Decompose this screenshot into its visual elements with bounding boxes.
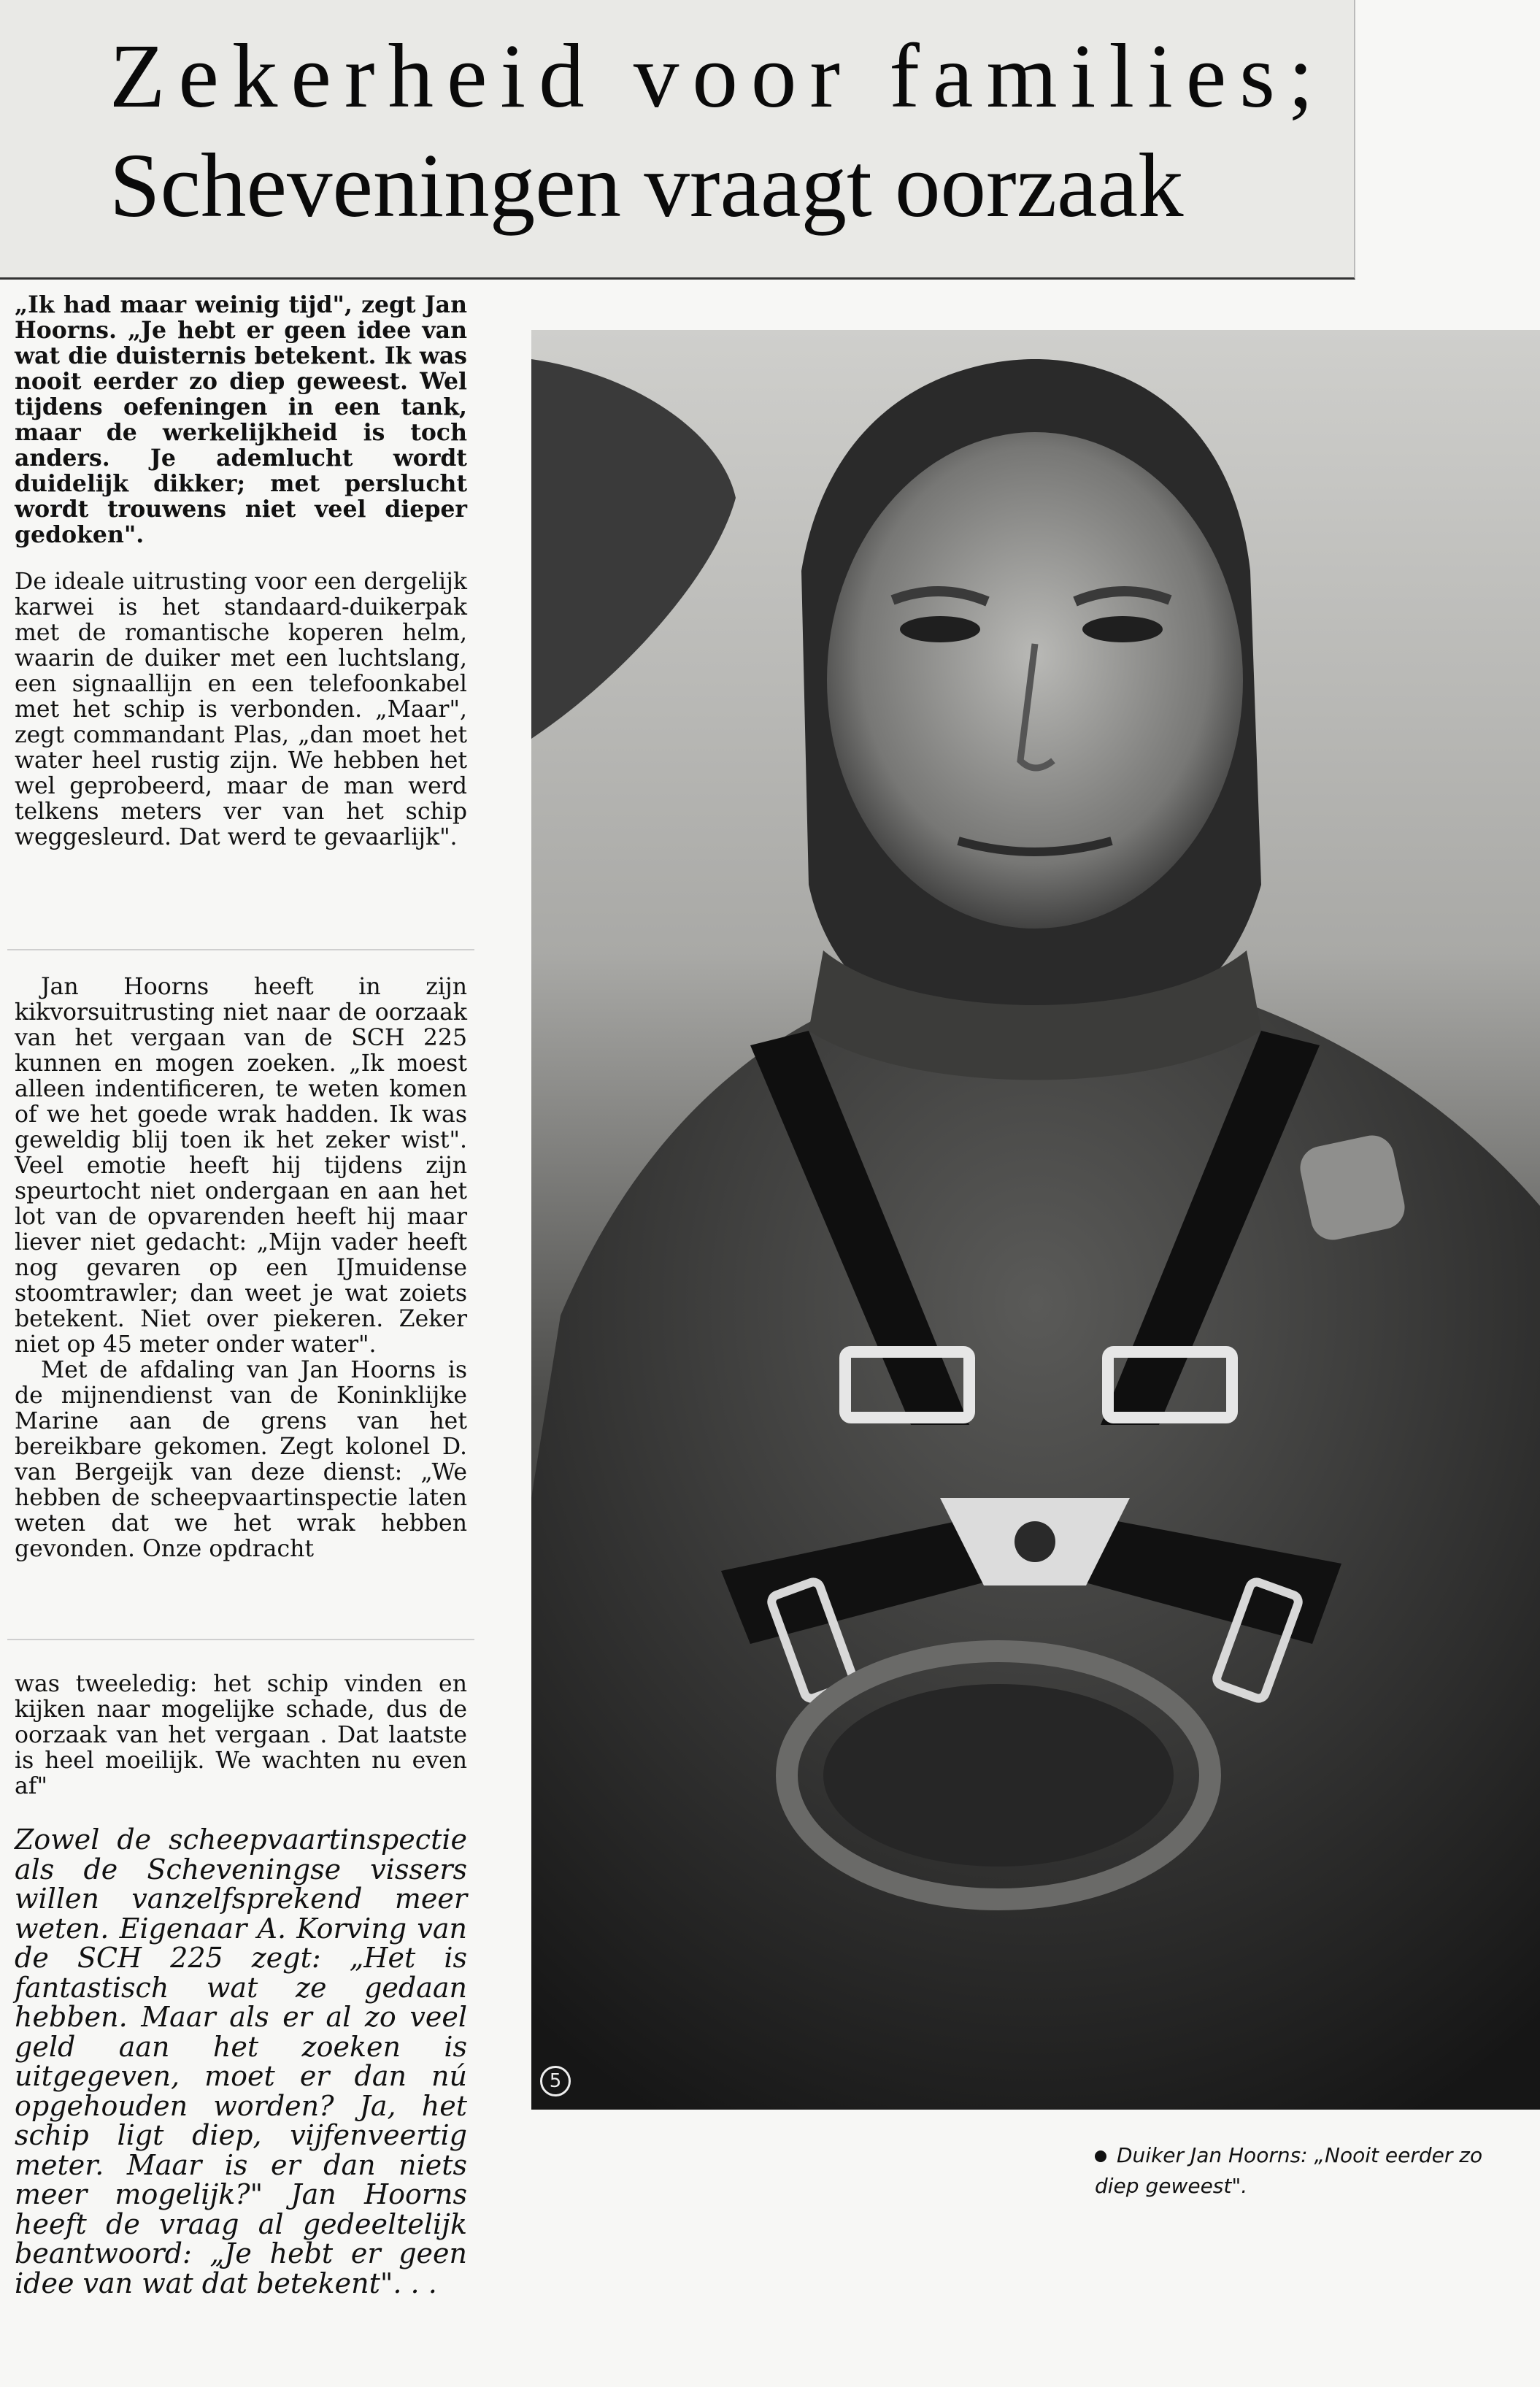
paragraph-4: Met de afdaling van Jan Hoorns is de mijnendienst van de Koninklijke Marine aan de grens van het bereikbare gekomen. Zegt kolonel D. van Bergeijk van deze dienst: „We hebben de scheepvaartinspectie laten weten dat we het wrak hebben gevonden. Onze opdracht (15, 1357, 467, 1562)
paragraph-5: was tweeledig: het schip vinden en kijken naar mogelijke schade, dus de oorzaak van het vergaan . Dat laatste is heel moeilijk. We wachten nu even af" (15, 1671, 467, 1799)
article-block-5 (15, 1672, 467, 1799)
paragraph-3: Jan Hoorns heeft in zijn kikvorsuitrusting niet naar de oorzaak van het vergaan van de SCH 225 kunnen en mogen zoeken. „Ik moest alleen indentificeren, te weten komen of we het goede wrak hadden. Ik was geweldig blij toen ik het zeker wist". Veel emotie heeft hij tijdens zijn speurtocht niet ondergaan en aan het lot van de opvarenden heeft hij maar liever niet gedacht: „Mijn vader heeft nog gevaren op een IJmuidense stoomtrawler; dan weet je wat zoiets betekent. Niet over piekeren. Zeker niet op 45 meter onder water". (15, 974, 467, 1358)
paragraph-6: Zowel de scheepvaartinspectie als de Scheveningse vissers willen vanzelfsprekend meer weten. Eigenaar A. Korving van de SCH 225 zegt: „Het is fantastisch wat ze gedaan hebben. Maar als er al zo veel geld aan het zoeken is uitgegeven, moet er dan nú opgehouden worden? Ja, het schip ligt diep, vijfenveertig meter. Maar is er dan niets meer mogelijk?" Jan Hoorns heeft de vraag al gedeeltelijk beantwoord: „Je hebt er geen idee van wat dat betekent". . . (15, 1823, 467, 2299)
column-divider (7, 1639, 474, 1640)
photo-number-badge (540, 2066, 571, 2096)
headline (109, 22, 1350, 241)
headline-banner (0, 0, 1355, 280)
article-block-6 (15, 1825, 467, 2298)
photo-caption (1095, 2140, 1533, 2202)
column-divider (7, 949, 474, 950)
paragraph-2: De ideale uitrusting voor een dergelijk karwei is het standaard-duikerpak met de romantische koperen helm, waarin de duiker met een luchtslang, een signaallijn en een telefoonkabel met het schip is verbonden. „Maar", zegt commandant Plas, „dan moet het water heel rustig zijn. We hebben het wel geprobeerd, maar de man werd telkens meters ver van het schip weggesleurd. Dat werd te gevaarlijk". (15, 569, 467, 850)
article-block-2 (15, 569, 467, 850)
headline-line-1: Zekerheid voor families; (109, 26, 1327, 127)
headline-line-2: Scheveningen vraagt oorzaak (109, 136, 1184, 237)
bullet-icon (1095, 2150, 1106, 2162)
article-intro (15, 292, 467, 547)
photo-caption-text: Duiker Jan Hoorns: „Nooit eerder zo diep geweest". (1095, 2143, 1483, 2198)
photo-number: 5 (549, 2070, 562, 2092)
diver-photo (531, 330, 1540, 2110)
diver-illustration (531, 330, 1540, 2110)
article-block-3 (15, 975, 467, 1562)
intro-paragraph: „Ik had maar weinig tijd", zegt Jan Hoorns. „Je hebt er geen idee van wat die duisternis betekent. Ik was nooit eerder zo diep geweest. Wel tijdens oefeningen in een tank, maar de werkelijkheid is toch anders. Je ademlucht wordt duidelijk dikker; met perslucht wordt trouwens niet veel dieper gedoken". (15, 291, 467, 548)
